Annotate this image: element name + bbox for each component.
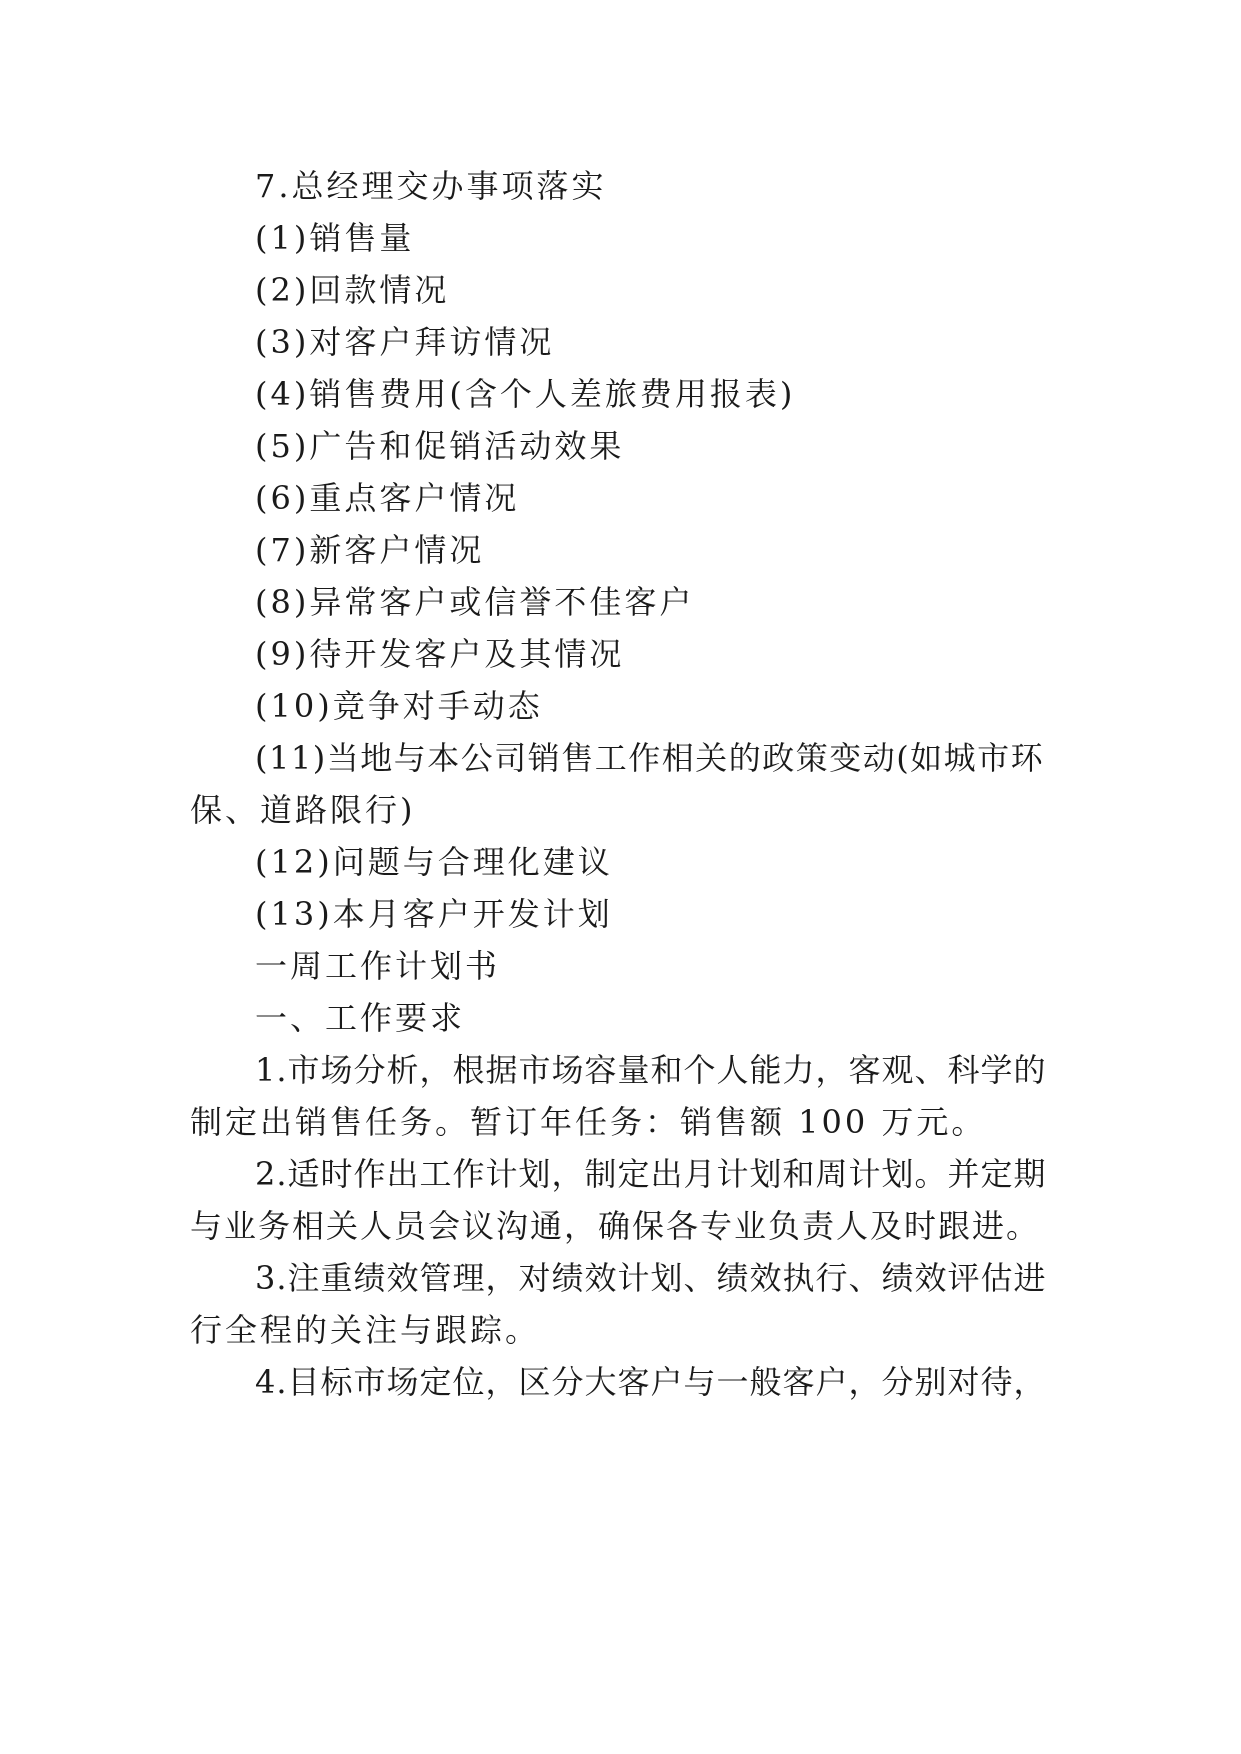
paragraph-line: 与业务相关人员会议沟通，确保各专业负责人及时跟进。 xyxy=(190,1207,1041,1245)
paragraph-line: 4.目标市场定位，区分大客户与一般客户，分别对待， xyxy=(255,1363,1047,1401)
paragraph-line: 2.适时作出工作计划，制定出月计划和周计划。并定期 xyxy=(255,1155,1047,1193)
section-heading-item-7: 7.总经理交办事项落实 xyxy=(255,167,607,205)
list-item: (9)待开发客户及其情况 xyxy=(255,635,625,673)
list-item: (5)广告和促销活动效果 xyxy=(255,427,625,465)
list-item: (4)销售费用(含个人差旅费用报表) xyxy=(255,375,796,413)
list-item: (6)重点客户情况 xyxy=(255,479,520,517)
list-item: (13)本月客户开发计划 xyxy=(255,895,613,933)
paragraph-line: 行全程的关注与跟踪。 xyxy=(190,1311,541,1349)
paragraph-line: 1.市场分析，根据市场容量和个人能力，客观、科学的 xyxy=(255,1051,1047,1089)
list-item: (3)对客户拜访情况 xyxy=(255,323,555,361)
section-heading: 一、工作要求 xyxy=(255,999,466,1037)
list-item: (8)异常客户或信誉不佳客户 xyxy=(255,583,695,621)
list-item: (12)问题与合理化建议 xyxy=(255,843,613,881)
list-item: (10)竞争对手动态 xyxy=(255,687,543,725)
document-title: 一周工作计划书 xyxy=(255,947,501,985)
paragraph-line: 3.注重绩效管理，对绩效计划、绩效执行、绩效评估进 xyxy=(255,1259,1047,1297)
paragraph-line: 制定出销售任务。暂订年任务：销售额 100 万元。 xyxy=(190,1103,987,1141)
list-item-continuation: 保、道路限行) xyxy=(190,791,416,829)
list-item: (2)回款情况 xyxy=(255,271,450,309)
list-item: (1)销售量 xyxy=(255,219,415,257)
list-item: (7)新客户情况 xyxy=(255,531,485,569)
list-item: (11)当地与本公司销售工作相关的政策变动(如城市环 xyxy=(255,739,1045,777)
